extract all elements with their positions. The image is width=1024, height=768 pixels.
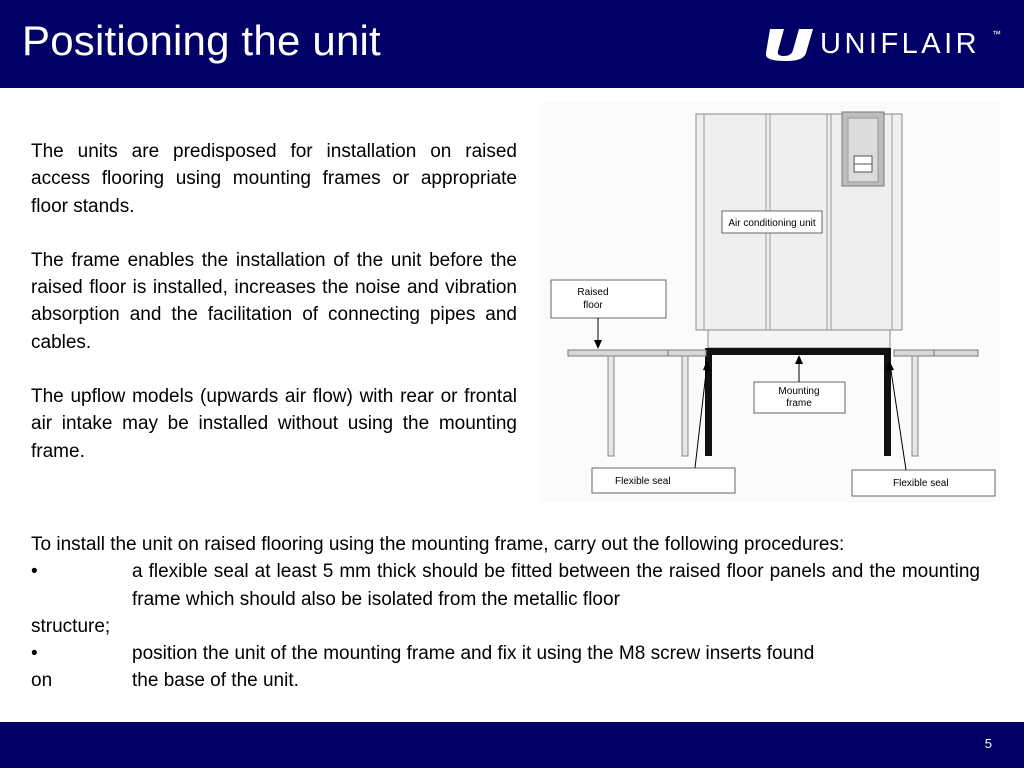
procedure-bullet bbox=[31, 640, 980, 695]
bullet-text: a flexible seal at least 5 mm thick should be fitted between the raised floor panels and the mounting frame which should also be isolated from the metallic floor bbox=[132, 561, 980, 610]
header-bar bbox=[0, 0, 1024, 88]
raised-floor-label: floor bbox=[583, 300, 603, 311]
intro-paragraph: The units are predisposed for installation on raised access flooring using mounting frames or appropriate floor stands. bbox=[31, 141, 517, 217]
unit-label: Air conditioning unit bbox=[728, 218, 816, 229]
footer-bar bbox=[0, 722, 1024, 768]
intro-text bbox=[31, 138, 517, 492]
intro-paragraph: The upflow models (upwards air flow) with rear or frontal air intake may be installed without using the mounting frame. bbox=[31, 386, 517, 462]
logo-trademark: ™ bbox=[992, 29, 1001, 39]
bullet-text: position the unit of the mounting frame and fix it using the M8 screw inserts found bbox=[132, 643, 815, 665]
logo-wordmark: UNIFLAIR bbox=[820, 28, 981, 60]
mounting-frame-label: Mounting bbox=[778, 386, 820, 397]
slide-title: Positioning the unit bbox=[22, 17, 381, 64]
procedure-bullet bbox=[31, 558, 980, 640]
flexible-seal-left-label: Flexible seal bbox=[615, 476, 671, 487]
page-number: 5 bbox=[984, 736, 992, 751]
intro-paragraph: The frame enables the installation of the unit before the raised floor is installed, increases the noise and vibration absorption and the facilitation of connecting pipes and cables. bbox=[31, 249, 517, 353]
installation-diagram bbox=[540, 102, 1000, 502]
bullet-marker: • bbox=[31, 561, 38, 583]
uniflair-logo-mark-icon bbox=[762, 29, 816, 61]
procedure-text bbox=[31, 531, 980, 695]
flexible-seal-right-label: Flexible seal bbox=[893, 478, 949, 489]
raised-floor-label: Raised bbox=[577, 287, 609, 298]
bullet-marker: • bbox=[31, 643, 38, 665]
uniflair-logo bbox=[762, 26, 1012, 66]
mounting-frame-label: frame bbox=[786, 398, 812, 409]
bullet-continuation: the base of the unit. bbox=[132, 670, 299, 692]
bullet-continuation-line bbox=[31, 667, 980, 694]
bullet-lead-word: on bbox=[31, 670, 53, 692]
procedure-intro: To install the unit on raised flooring using the mounting frame, carry out the following procedures: bbox=[31, 534, 845, 555]
bullet-continuation: structure; bbox=[31, 615, 111, 637]
